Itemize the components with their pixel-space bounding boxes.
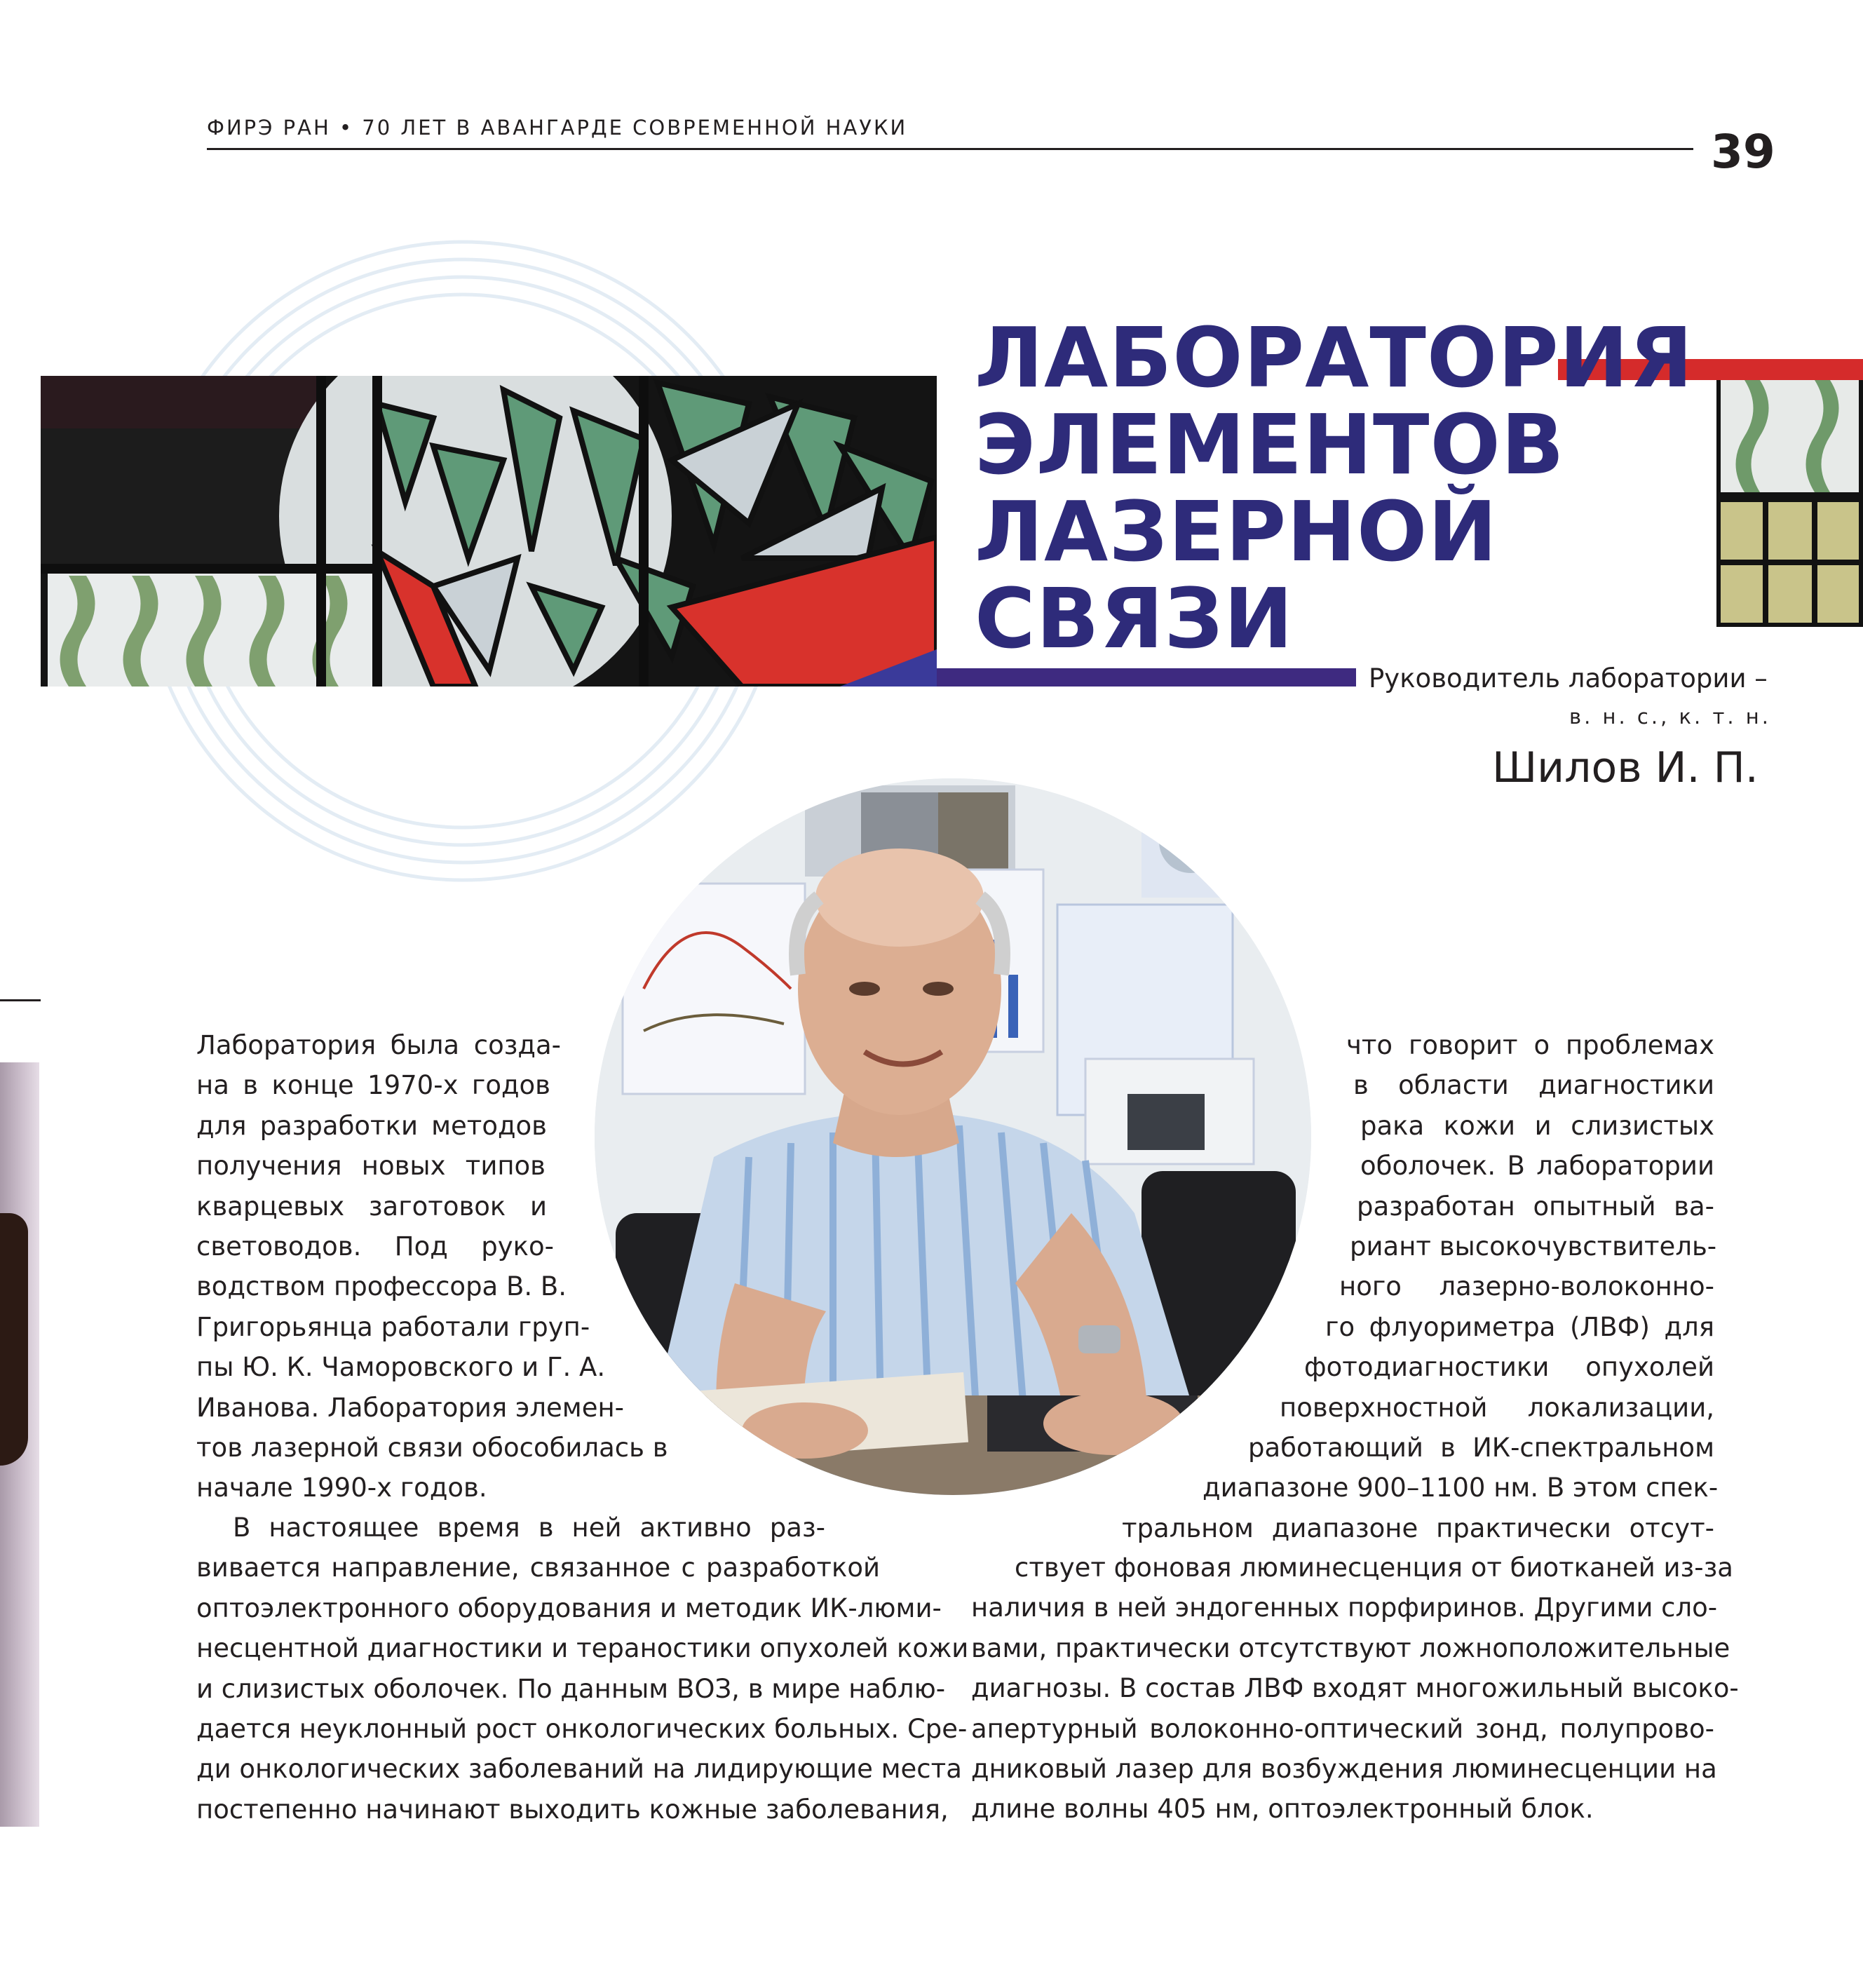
running-header-title: ФИРЭ РАН • 70 ЛЕТ В АВАНГАРДЕ СОВРЕМЕННОЙ НАУКИ bbox=[207, 116, 908, 140]
text-line: оболочек. В лаборатории bbox=[1360, 1151, 1714, 1182]
header-rule bbox=[207, 148, 1693, 150]
text-line: работающий в ИК-спектральном bbox=[1248, 1433, 1714, 1463]
stained-glass-banner bbox=[41, 376, 937, 687]
stained-glass-banner-right bbox=[1716, 376, 1863, 627]
text-line: тральном диапазоне практически отсут- bbox=[1122, 1513, 1714, 1543]
text-line: начале 1990-х годов. bbox=[196, 1473, 487, 1503]
text-line: оптоэлектронного оборудования и методик ИК-люми- bbox=[196, 1593, 942, 1623]
title-line-4: СВЯЗИ bbox=[975, 570, 1294, 667]
text-line: поверхностной локализации, bbox=[1280, 1392, 1714, 1423]
text-line: водством профессора В. В. bbox=[196, 1271, 567, 1302]
lab-head-degree: в. н. с., к. т. н. bbox=[1569, 705, 1771, 729]
text-line: и слизистых оболочек. По данным ВОЗ, в мире наблю- bbox=[196, 1673, 946, 1704]
text-line: диапазоне 900–1100 нм. В этом спек- bbox=[1203, 1473, 1719, 1503]
text-line: го флуориметра (ЛВФ) для bbox=[1325, 1311, 1714, 1342]
text-line: диагнозы. В состав ЛВФ входят многожильный высоко- bbox=[971, 1673, 1739, 1704]
text-line: фотодиагностики опухолей bbox=[1304, 1352, 1714, 1383]
text-line: разработан опытный ва- bbox=[1357, 1191, 1714, 1222]
text-line: ствует фоновая люминесценция от биотканей из-за bbox=[1015, 1553, 1733, 1583]
text-line: получения новых типов bbox=[196, 1151, 546, 1182]
body-right-top bbox=[1052, 1025, 1719, 1548]
body-right-bottom bbox=[971, 1548, 1739, 1830]
text-line: В настоящее время в ней активно раз- bbox=[233, 1513, 825, 1543]
text-line: апертурный волоконно-оптический зонд, полупрово- bbox=[971, 1713, 1714, 1744]
text-line: что говорит о проблемах bbox=[1346, 1030, 1714, 1060]
title-line-1: ЛАБОРАТОРИЯ bbox=[975, 309, 1694, 406]
purple-accent-bar bbox=[937, 668, 1356, 687]
text-line: ди онкологических заболеваний на лидирующие места bbox=[196, 1754, 962, 1785]
text-line: вивается направление, связанное с разработкой bbox=[196, 1553, 880, 1583]
body-left-bottom bbox=[196, 1508, 969, 1830]
text-line: световодов. Под руко- bbox=[196, 1231, 554, 1262]
article-title bbox=[975, 309, 1694, 667]
text-line: вами, практически отсутствуют ложноположительные bbox=[971, 1632, 1730, 1663]
text-line: Лаборатория была созда- bbox=[196, 1030, 561, 1060]
text-line: Григорьянца работали груп- bbox=[196, 1311, 590, 1342]
text-line: постепенно начинают выходить кожные заболевания, bbox=[196, 1794, 949, 1825]
text-line: в области диагностики bbox=[1353, 1070, 1714, 1101]
lab-head-name: Шилов И. П. bbox=[1492, 743, 1759, 792]
text-line: несцентной диагностики и тераностики опухолей кожи bbox=[196, 1633, 969, 1664]
text-line: тов лазерной связи обособилась в bbox=[196, 1433, 668, 1463]
text-line: кварцевых заготовок и bbox=[196, 1191, 547, 1222]
adjacent-page-rule bbox=[0, 999, 41, 1001]
text-line: пы Ю. К. Чаморовского и Г. А. bbox=[196, 1352, 606, 1383]
text-line: рака кожи и слизистых bbox=[1360, 1110, 1714, 1141]
title-line-3: ЛАЗЕРНОЙ bbox=[975, 483, 1498, 580]
text-line: ного лазерно-волоконно- bbox=[1339, 1271, 1714, 1302]
text-line: для разработки методов bbox=[196, 1110, 547, 1141]
text-line: длине волны 405 нм, оптоэлектронный блок. bbox=[971, 1794, 1594, 1825]
text-line: дниковый лазер для возбуждения люминесценции на bbox=[971, 1754, 1717, 1785]
text-line: риант высокочувствитель- bbox=[1350, 1231, 1717, 1262]
text-line: дается неуклонный рост онкологических больных. Сре- bbox=[196, 1714, 968, 1745]
body-left-top bbox=[196, 1025, 668, 1508]
lab-head-role: Руководитель лаборатории – bbox=[1369, 663, 1768, 694]
adjacent-page-photo-detail bbox=[0, 1213, 28, 1466]
text-line: наличия в ней эндогенных порфиринов. Другими сло- bbox=[971, 1593, 1718, 1623]
text-line: на в конце 1970-х годов bbox=[196, 1070, 550, 1101]
title-line-2: ЭЛЕМЕНТОВ bbox=[975, 396, 1565, 493]
page-number: 39 bbox=[1711, 125, 1775, 179]
text-line: Иванова. Лаборатория элемен- bbox=[196, 1392, 624, 1423]
